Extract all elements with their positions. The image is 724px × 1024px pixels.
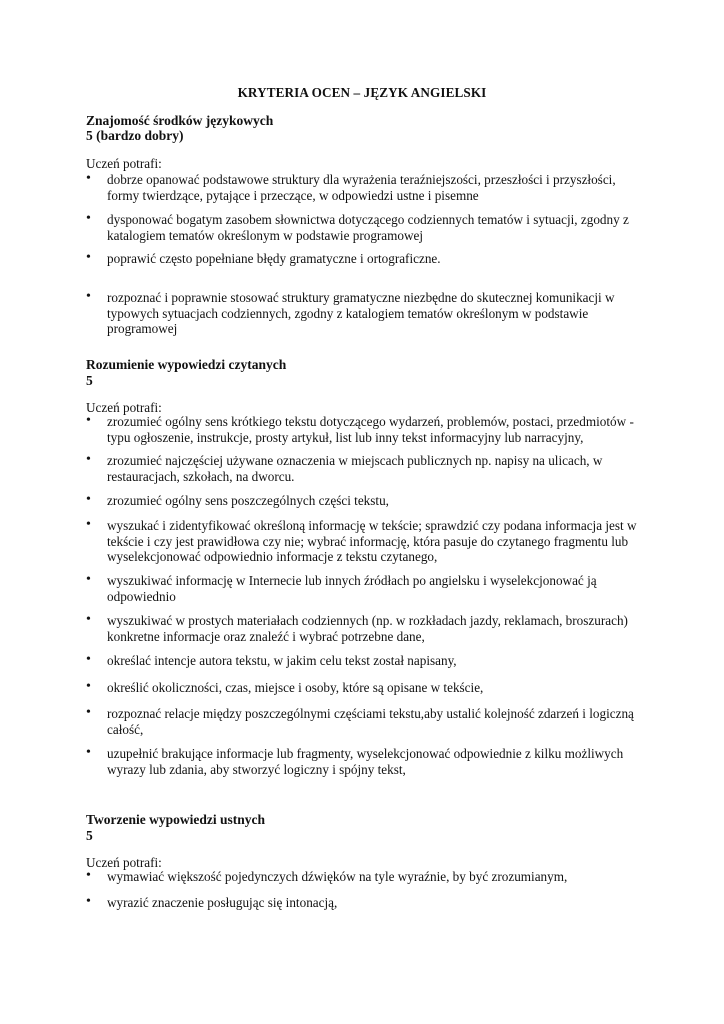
bullet-icon: • — [86, 250, 91, 265]
bullet-icon: • — [86, 517, 91, 532]
section-grade: 5 — [86, 373, 93, 388]
bullet-icon: • — [86, 705, 91, 720]
list-item: • dysponować bogatym zasobem słownictwa dotyczącego codziennych tematów i sytuacji, zgodny z katalogiem tematów określonym w podstawie programowej — [86, 211, 629, 243]
section-heading: Tworzenie wypowiedzi ustnych — [86, 812, 265, 827]
bullet-icon: • — [86, 171, 91, 186]
section-grade: 5 — [86, 828, 93, 843]
list-item: • zrozumieć ogólny sens krótkiego tekstu dotyczącego wydarzeń, problemów, postaci, przedmiotów - typu ogłoszenie, instrukcje, prosty artykuł, list lub inny tekst informacyjny lub narracyjny, — [86, 413, 634, 445]
list-item: • rozpoznać i poprawnie stosować struktury gramatyczne niezbędne do skutecznej komunikacji w typowych sytuacjach codziennych, zgodny z katalogiem tematów określonym w podstawie programowej — [86, 289, 615, 337]
page-title: KRYTERIA OCEN – JĘZYK ANGIELSKI — [237, 85, 487, 100]
list-item: • wyszukać i zidentyfikować określoną informację w tekście; sprawdzić czy podana informacja jest w tekście i czy jest prawidłowa czy nie; wybrać informację, która pasuje do czytanego fragmentu lub wyselekcjonować odpowiednio informacje z tekstu czytanego, — [86, 517, 637, 565]
bullet-icon: • — [86, 211, 91, 226]
section-intro: Uczeń potrafi: — [86, 400, 162, 415]
bullet-icon: • — [86, 679, 91, 694]
list-item: • wyszukiwać w prostych materiałach codziennych (np. w rozkładach jazdy, reklamach, broszurach) konkretne informacje oraz znaleźć i wybrać potrzebne dane, — [86, 612, 628, 644]
list-item: • poprawić często popełniane błędy gramatyczne i ortograficzne. — [86, 250, 441, 266]
bullet-icon: • — [86, 413, 91, 428]
list-item: • wyrazić znaczenie posługując się intonacją, — [86, 894, 338, 910]
bullet-icon: • — [86, 612, 91, 627]
list-item: • wymawiać większość pojedynczych dźwięków na tyle wyraźnie, by być zrozumianym, — [86, 868, 568, 884]
list-item: • wyszukiwać informację w Internecie lub innych źródłach po angielsku i wyselekcjonować ją odpowiednio — [86, 572, 597, 604]
bullet-icon: • — [86, 745, 91, 760]
list-item: • rozpoznać relacje między poszczególnymi częściami tekstu,aby ustalić kolejność zdarzeń i logiczną całość, — [86, 705, 634, 737]
section-intro: Uczeń potrafi: — [86, 855, 162, 870]
bullet-icon: • — [86, 492, 91, 507]
bullet-icon: • — [86, 289, 91, 304]
bullet-icon: • — [86, 572, 91, 587]
list-item: • uzupełnić brakujące informacje lub fragmenty, wyselekcjonować odpowiednie z kilku możliwych wyrazy lub zdania, aby stworzyć logiczny i spójny tekst, — [86, 745, 624, 777]
bullet-icon: • — [86, 894, 91, 909]
list-item: • zrozumieć ogólny sens poszczególnych części tekstu, — [86, 492, 389, 508]
list-item: • dobrze opanować podstawowe struktury dla wyrażenia teraźniejszości, przeszłości i przyszłości, formy twierdzące, pytające i przeczące, w odpowiedzi ustne i pisemne — [86, 171, 616, 203]
bullet-icon: • — [86, 452, 91, 467]
section-heading: Znajomość środków językowych — [86, 113, 274, 128]
list-item: • określać intencje autora tekstu, w jakim celu tekst został napisany, — [86, 652, 457, 668]
section-intro: Uczeń potrafi: — [86, 156, 162, 171]
bullet-icon: • — [86, 868, 91, 883]
list-item: • zrozumieć najczęściej używane oznaczenia w miejscach publicznych np. napisy na ulicach, w restauracjach, szkołach, na dworcu. — [86, 452, 603, 484]
list-item: • określić okoliczności, czas, miejsce i osoby, które są opisane w tekście, — [86, 679, 484, 695]
section-heading: Rozumienie wypowiedzi czytanych — [86, 357, 287, 372]
section-grade: 5 (bardzo dobry) — [86, 128, 184, 143]
bullet-icon: • — [86, 652, 91, 667]
